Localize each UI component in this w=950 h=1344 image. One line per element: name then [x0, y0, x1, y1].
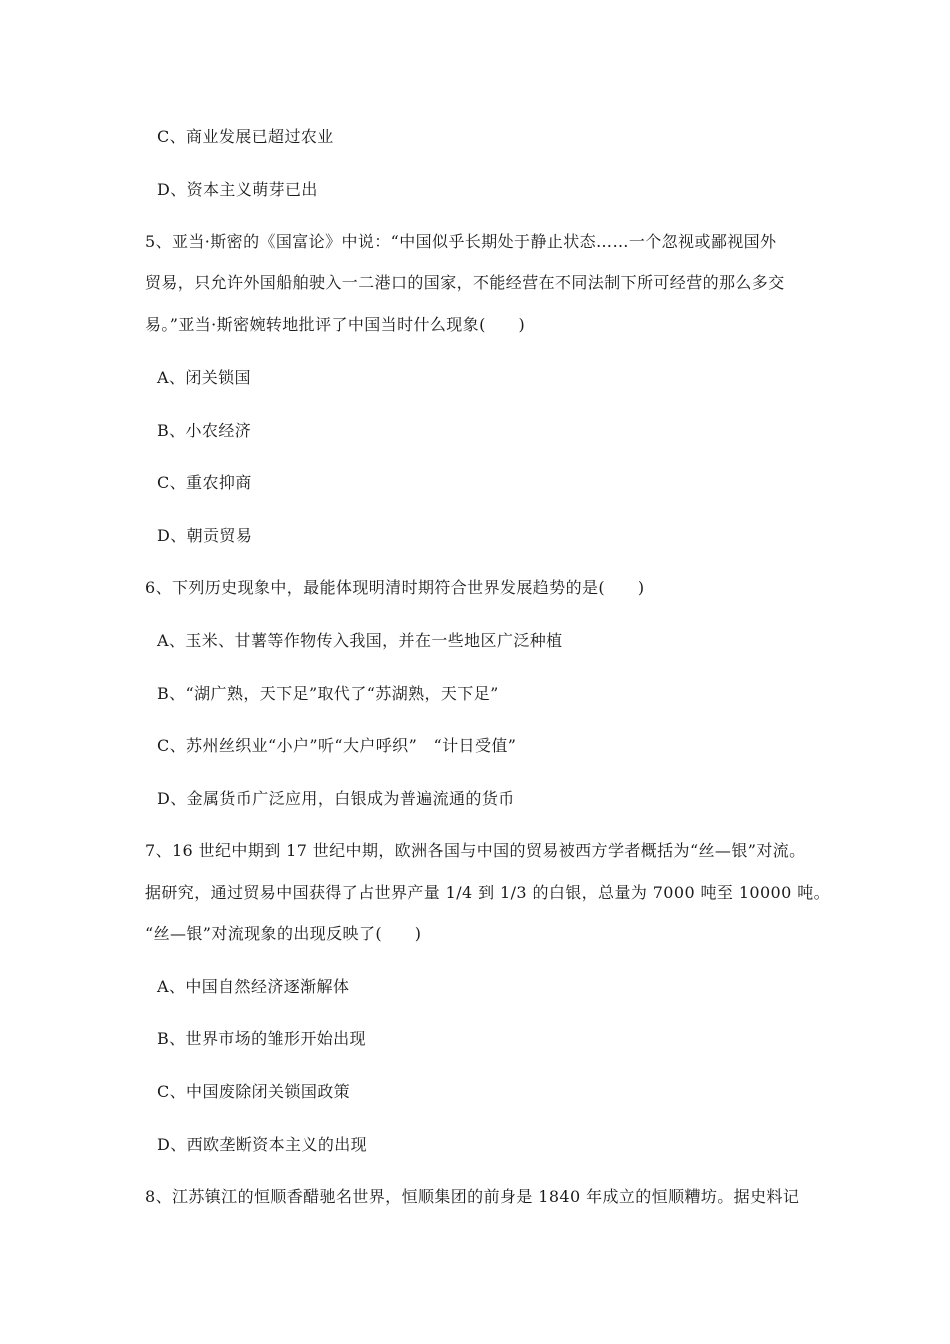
option-7a: A、中国自然经济逐渐解体 [157, 977, 350, 996]
option-5b: B、小农经济 [157, 421, 252, 440]
question-8-line-1: 8、江苏镇江的恒顺香醋驰名世界，恒顺集团的前身是 1840 年成立的恒顺糟坊。据史料记 [145, 1187, 800, 1206]
question-7-line-1: 7、16 世纪中期到 17 世纪中期，欧洲各国与中国的贸易被西方学者概括为“丝—银”对流。 [145, 841, 806, 860]
option-6b: B、“湖广熟，天下足”取代了“苏湖熟，天下足” [157, 684, 499, 703]
option-4d: D、资本主义萌芽已出 [157, 180, 318, 199]
question-7-line-3: “丝—银”对流现象的出现反映了( ) [145, 924, 422, 943]
question-6: 6、下列历史现象中，最能体现明清时期符合世界发展趋势的是( ) [145, 578, 645, 597]
option-7d: D、西欧垄断资本主义的出现 [157, 1135, 368, 1154]
option-5d: D、朝贡贸易 [157, 526, 253, 545]
option-6a: A、玉米、甘薯等作物传入我国，并在一些地区广泛种植 [157, 631, 563, 650]
question-5-line-1: 5、亚当·斯密的《国富论》中说：“中国似乎长期处于静止状态……一个忽视或鄙视国外 [145, 232, 777, 251]
question-7-line-2: 据研究，通过贸易中国获得了占世界产量 1/4 到 1/3 的白银，总量为 7000 吨至 10000 吨。 [145, 883, 831, 902]
option-6c: C、苏州丝织业“小户”听“大户呼织” “计日受值” [157, 736, 517, 755]
option-5a: A、闭关锁国 [157, 368, 251, 387]
option-7b: B、世界市场的雏形开始出现 [157, 1029, 366, 1048]
option-7c: C、中国废除闭关锁国政策 [157, 1082, 351, 1101]
option-4c: C、商业发展已超过农业 [157, 127, 334, 146]
option-6d: D、金属货币广泛应用，白银成为普遍流通的货币 [157, 789, 515, 808]
question-5-line-3: 易。”亚当·斯密婉转地批评了中国当时什么现象( ) [145, 315, 526, 334]
option-5c: C、重农抑商 [157, 473, 252, 492]
question-5-line-2: 贸易，只允许外国船舶驶入一二港口的国家，不能经营在不同法制下所可经营的那么多交 [145, 273, 785, 292]
